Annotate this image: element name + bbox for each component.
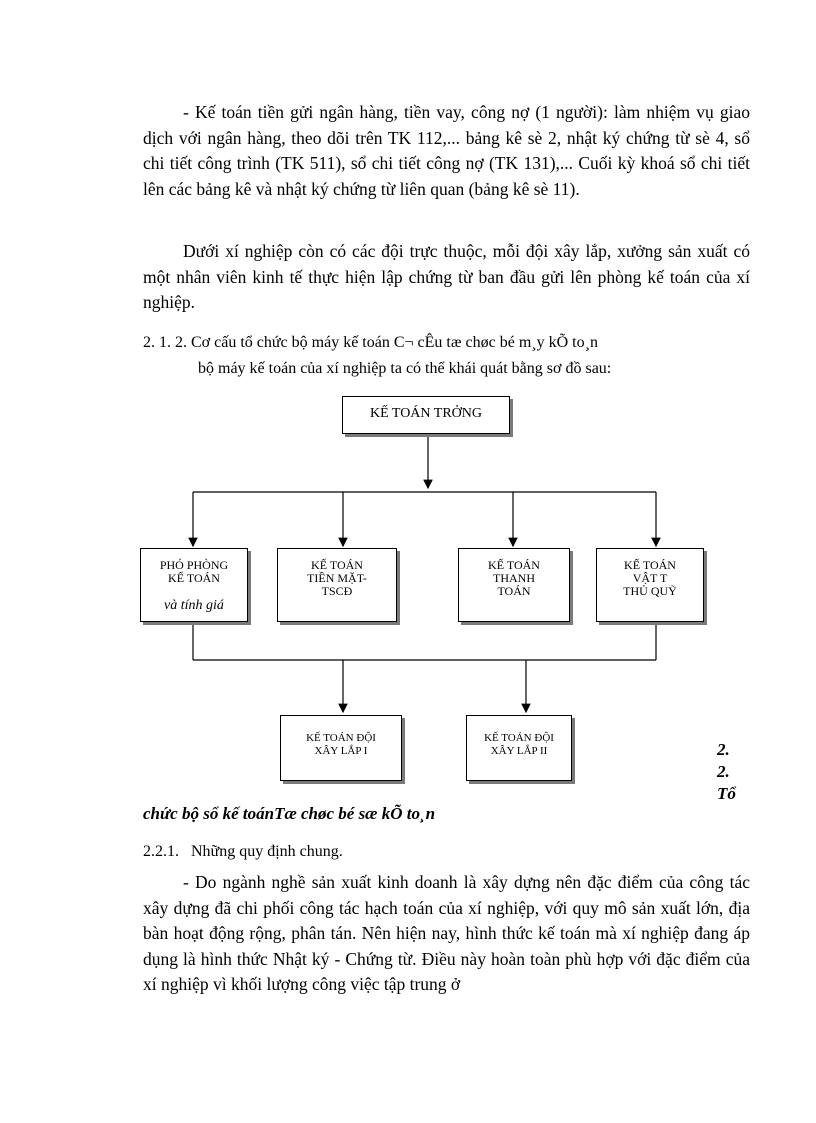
box-line: VẬT T xyxy=(632,571,668,585)
box-line: THANH xyxy=(493,571,535,585)
side-word: Tổ xyxy=(717,784,736,803)
side-number-1: 2. xyxy=(717,740,730,759)
construction-team-2-accountant-box xyxy=(466,715,572,781)
box-line: KẾ TOÁN xyxy=(624,558,676,572)
deputy-head-accounting-box xyxy=(140,548,248,622)
box-line-italic: và tính giá xyxy=(164,598,224,613)
materials-treasurer-box xyxy=(596,548,704,622)
subsection-title: Những quy định chung. xyxy=(191,843,343,860)
subsection-heading-2-2-1 xyxy=(143,843,343,861)
box-line: TOÁN xyxy=(497,584,531,598)
box-line: THỦ QUỸ xyxy=(623,584,677,598)
paragraph-subordinate-teams: Dưới xí nghiệp còn có các đội trực thuộc, mỗi đội xây lắp, xưởng sản xuất có một nhân viên kinh tế thực hiện lập chứng từ ban đầu gửi lên phòng kế toán của xí nghiệp. xyxy=(143,241,750,312)
section-heading-2-2: chức bộ sổ kế toánTæ chøc bé sæ kÕ to¸n xyxy=(143,804,436,823)
payment-accountant-box xyxy=(458,548,570,622)
construction-team-1-accountant-box xyxy=(280,715,402,781)
paragraph-bank-accountant: - Kế toán tiền gửi ngân hàng, tiền vay, công nợ (1 người): làm nhiệm vụ giao dịch với ngân hàng, theo dõi trên TK 112,... bảng kê sè 2, nhật ký chứng từ sè 4, sổ chi tiết công trình (TK 511), sổ chi tiết công nợ (TK 131),... Cuối kỳ khoá sổ chi tiết lên các bảng kê và nhật ký chứng từ liên quan (bảng kê sè 11). xyxy=(143,102,750,199)
paragraph-accounting-form: - Do ngành nghề sản xuất kinh doanh là xây dựng nên đặc điểm của công tác xây dựng đã chi phối công tác hạch toán của xí nghiệp, với quy mô sản xuất lớn, địa bàn hoạt động rộng, phân tán. Nên hiện nay, hình thức kế toán mà xí nghiệp đang áp dụng là hình thức Nhật ký - Chứng từ. Điều này hoàn toàn phù hợp với đặc điểm của xí nghiệp vì khối lượng công việc tập trung ở xyxy=(143,872,750,994)
section-heading-2-1-2: 2. 1. 2. Cơ cấu tổ chức bộ máy kế toán C¬ cÊu tæ chøc bé m¸y kÕ to¸n xyxy=(143,334,598,351)
box-line: TIỀN MẶT- xyxy=(307,571,367,585)
box-line: KẾ TOÁN xyxy=(488,558,540,572)
org-chart-intro: bộ máy kế toán của xí nghiệp ta có thể khái quát bằng sơ đồ sau: xyxy=(198,360,612,377)
box-line: TSCĐ xyxy=(321,584,353,598)
chief-accountant-label: KẾ TOÁN TRỞNG xyxy=(369,406,482,421)
box-line: KẾ TOÁN xyxy=(311,558,363,572)
box-line: KẾ TOÁN xyxy=(168,571,220,585)
subsection-number: 2.2.1. xyxy=(143,843,179,860)
side-number-2: 2. xyxy=(717,762,730,781)
box-line: KẾ TOÁN ĐỘI XÂY LẮP I xyxy=(306,732,376,757)
cash-fixed-assets-accountant-box xyxy=(277,548,397,622)
box-line: PHÓ PHÒNG xyxy=(159,558,229,572)
box-line: KẾ TOÁN ĐỘI XÂY LẮP II xyxy=(484,732,554,757)
chief-accountant-box xyxy=(342,396,510,434)
